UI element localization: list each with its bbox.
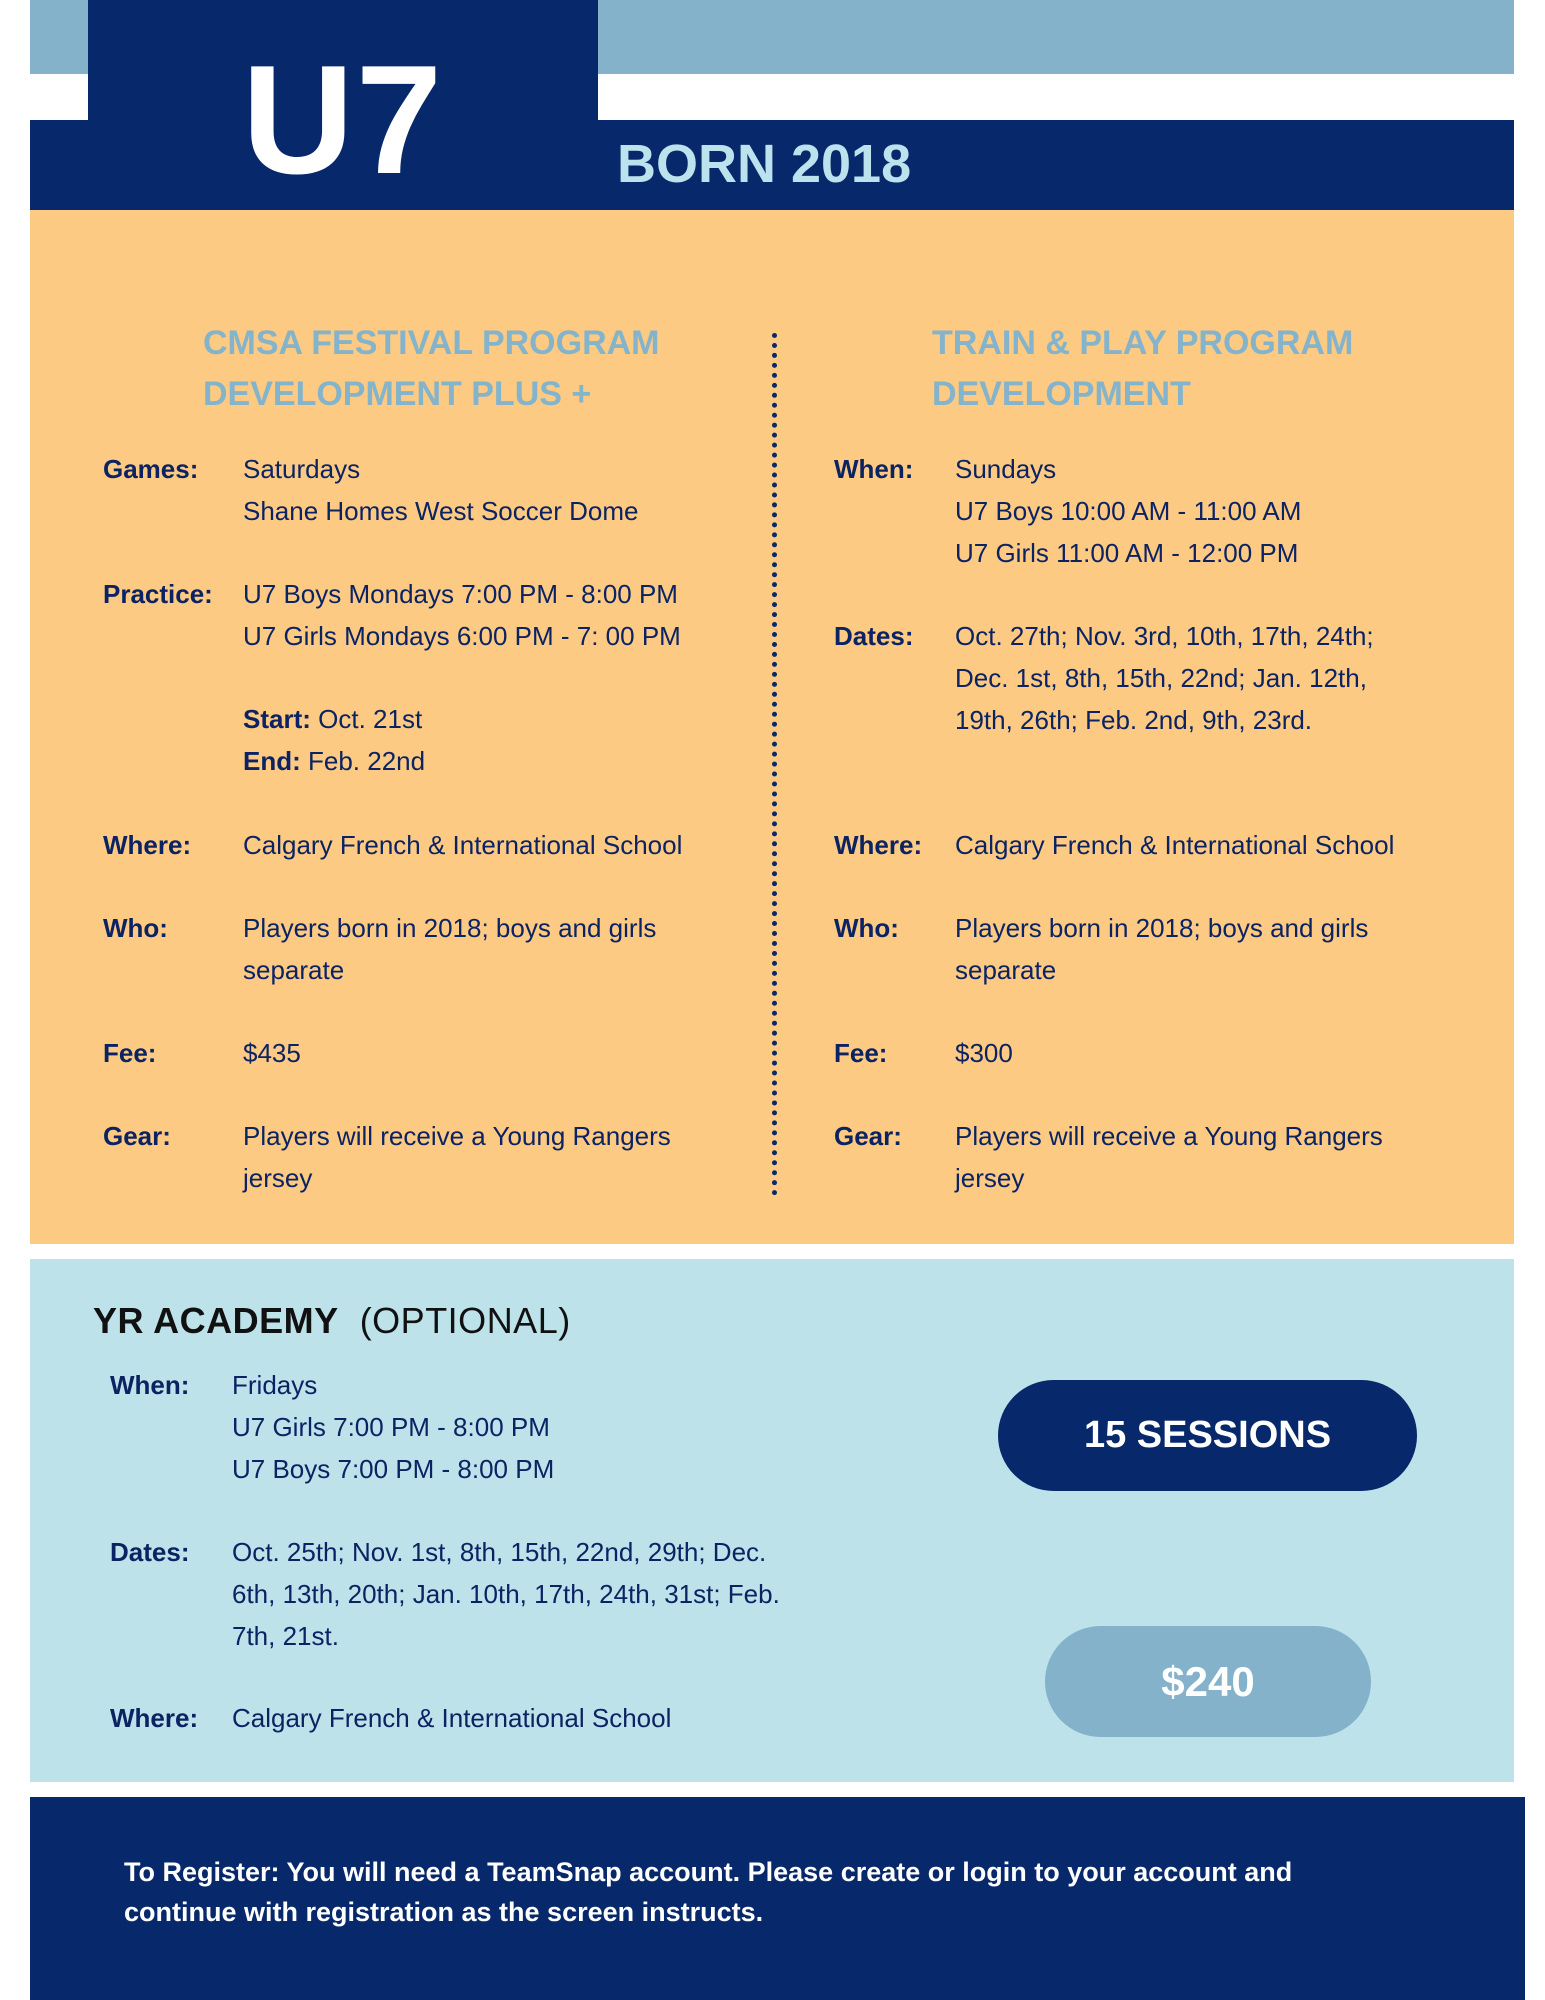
fee-label: Fee: — [834, 1038, 888, 1068]
end-label: End: — [243, 746, 301, 776]
birth-year-heading: BORN 2018 — [617, 134, 912, 194]
dates-value: Oct. 25th; Nov. 1st, 8th, 15th, 22nd, 29th; Dec. 6th, 13th, 20th; Jan. 10th, 17th, 24th, 31st; Feb. 7th, 21st. — [232, 1537, 780, 1651]
academy-title: YR ACADEMY (OPTIONAL) — [93, 1300, 571, 1341]
start-label: Start: — [243, 704, 311, 734]
dates-label: Dates: — [834, 621, 914, 651]
where-value: Calgary French & International School — [955, 830, 1395, 860]
registration-instructions: To Register: You will need a TeamSnap account. Please create or login to your account and continue with registration as the screen instructs. — [124, 1857, 1293, 1927]
column-divider — [772, 333, 777, 1196]
fee-label: Fee: — [103, 1038, 157, 1068]
train-play-program-title: TRAIN & PLAY PROGRAM DEVELOPMENT — [932, 324, 1354, 413]
who-label: Who: — [103, 913, 168, 943]
gear-value: Players will receive a Young Rangers jersey — [243, 1121, 671, 1193]
games-value: Saturdays Shane Homes West Soccer Dome — [243, 454, 639, 526]
who-label: Who: — [834, 913, 899, 943]
when-label: When: — [834, 454, 914, 484]
games-label: Games: — [103, 454, 199, 484]
end-value: Feb. 22nd — [300, 746, 426, 776]
practice-value: U7 Boys Mondays 7:00 PM - 8:00 PM U7 Girls Mondays 6:00 PM - 7: 00 PM — [243, 579, 681, 651]
dates-label: Dates: — [110, 1537, 190, 1567]
when-label: When: — [110, 1370, 190, 1400]
fee-value: $435 — [243, 1038, 301, 1068]
festival-season-dates — [243, 698, 425, 782]
where-value: Calgary French & International School — [243, 830, 683, 860]
sessions-badge: 15 SESSIONS — [998, 1380, 1417, 1491]
gear-label: Gear: — [103, 1121, 171, 1151]
age-group-label: U7 — [241, 33, 445, 206]
practice-label: Practice: — [103, 579, 213, 609]
fee-value: $300 — [955, 1038, 1013, 1068]
festival-program-title: CMSA FESTIVAL PROGRAM DEVELOPMENT PLUS + — [203, 324, 660, 413]
when-value: Sundays U7 Boys 10:00 AM - 11:00 AM U7 Girls 11:00 AM - 12:00 PM — [955, 454, 1302, 568]
where-label: Where: — [110, 1703, 199, 1733]
gear-value: Players will receive a Young Rangers jersey — [955, 1121, 1383, 1193]
when-value: Fridays U7 Girls 7:00 PM - 8:00 PM U7 Boys 7:00 PM - 8:00 PM — [232, 1370, 555, 1484]
where-value: Calgary French & International School — [232, 1703, 672, 1733]
who-value: Players born in 2018; boys and girls separate — [955, 913, 1369, 985]
where-label: Where: — [834, 830, 923, 860]
who-value: Players born in 2018; boys and girls separate — [243, 913, 657, 985]
dates-value: Oct. 27th; Nov. 3rd, 10th, 17th, 24th; Dec. 1st, 8th, 15th, 22nd; Jan. 12th, 19th, 26th; Feb. 2nd, 9th, 23rd. — [955, 621, 1374, 735]
start-value: Oct. 21st — [310, 704, 423, 734]
where-label: Where: — [103, 830, 192, 860]
price-badge: $240 — [1045, 1626, 1371, 1737]
gear-label: Gear: — [834, 1121, 902, 1151]
